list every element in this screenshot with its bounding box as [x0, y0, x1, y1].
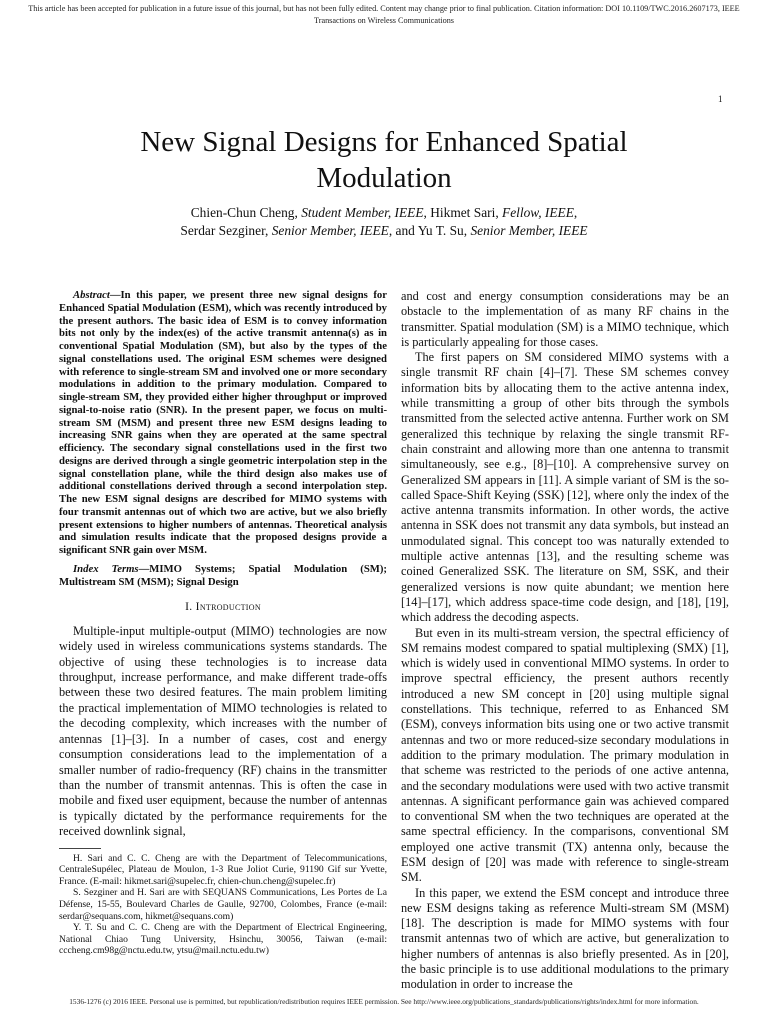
- notice-line-1: This article has been accepted for publication in a future issue of this journal, but has not been fully edited. Content may change prior to final publication. Citation information: DOI 10.1109/TWC.2016.2607173, IEEE: [28, 4, 740, 13]
- right-column: [401, 289, 729, 993]
- author-separator: ,: [423, 205, 431, 220]
- index-terms-text: —MIMO Systems; Spatial Modulation (SM); Multistream SM (MSM); Signal Design: [59, 562, 387, 588]
- footnote-divider: [59, 848, 101, 849]
- section-heading: [59, 600, 387, 615]
- author-role: Fellow, IEEE: [502, 205, 574, 220]
- paper-title: [84, 124, 684, 196]
- author-line-1: [84, 204, 684, 222]
- page-number: 1: [718, 94, 723, 104]
- footnote-affiliation: Y. T. Su and C. C. Cheng are with the Department of Electrical Engineering, National Chiao Tung University, Hsinchu, 30056, Taiwan (e-mail: cccheng.cm98g@nctu.edu.tw, ytsu@mail.nctu.edu.tw): [59, 922, 387, 957]
- section-title: Introduction: [195, 600, 261, 614]
- footnote-affiliation: S. Sezginer and H. Sari are with SEQUANS Communications, Les Portes de La Défense, 15-55, Boulevard Charles de Gaulle, 92700, Colombes, France (e-mail: serdar@sequans.com, hikmet@sequans.com): [59, 887, 387, 922]
- author-name: Chien-Chun Cheng,: [190, 205, 302, 220]
- author-line-2: [84, 222, 684, 240]
- index-terms: [59, 563, 387, 589]
- author-role: Senior Member, IEEE: [470, 223, 588, 238]
- intro-paragraph: Multiple-input multiple-output (MIMO) technologies are now widely used in wireless communications systems standards. The objective of using these technologies is to increase data throughput, increase performance, and make different trade-offs between these two desired features. The main problem limiting the practical implementation of MIMO technologies is related to the decoding complexity, which increases with the number of antennas [1]–[3]. In a number of cases, cost and energy consumption considerations lead to the implementation of a smaller number of radio-frequency (RF) chains in the transmitter than the number of transmit antennas. This is often the case in mobile and fixed user equipment, because the number of antennas is typically dictated by the performance requirements for the received downlink signal,: [59, 623, 387, 839]
- author-list: [84, 204, 684, 240]
- author-role: Senior Member, IEEE: [271, 223, 389, 238]
- title-line-2: Modulation: [316, 162, 452, 194]
- notice-line-2: Transactions on Wireless Communications: [314, 16, 454, 25]
- section-number: I.: [185, 600, 196, 614]
- body-paragraph: In this paper, we extend the ESM concept and introduce three new ESM designs taking as reference Multi-stream SM (MSM) [18]. The description is made for MIMO systems with four transmit antennas two of which are active, but generalization to higher numbers of antennas is also briefly presented. As in [20], the basic principle is to use additional modulations to the primary modulation in order to increase the: [401, 885, 729, 992]
- author-role: Student Member, IEEE: [301, 205, 424, 220]
- author-name: Yu T. Su,: [417, 223, 471, 238]
- title-line-1: New Signal Designs for Enhanced Spatial: [140, 126, 628, 158]
- abstract-text: —In this paper, we present three new signal designs for Enhanced Spatial Modulation (ESM), which was recently introduced by the present authors. The basic idea of ESM is to convey information bits not only by the index(es) of the active transmit antenna(s) as in conventional Spatial Modulation (SM), but also by the types of the signal constellations used. The original ESM schemes were designed with reference to single-stream SM and involved one or more secondary modulations in addition to the primary modulation. Compared to single-stream SM, they provided either higher throughput or improved signal-to-noise ratio (SNR). In the present paper, we focus on multi-stream SM (MSM) and present three new ESM designs leading to increasing SNR gains when they are operated at the same spectral efficiency. The secondary signal constellations used in the first two designs are derived through a single geometric interpolation step in the signal constellation plane, while the third design also makes use of additional constellations derived through a second interpolation step. The new ESM signal designs are described for MIMO systems with four transmit antennas out of which two are active, but we also briefly present extensions to higher numbers of antennas. Theoretical analysis and simulation results indicate that the proposed designs provide a significant SNR gain over MSM.: [59, 289, 387, 556]
- left-column: [59, 289, 387, 957]
- index-terms-label: Index Terms: [73, 562, 139, 575]
- author-separator: , and: [388, 223, 418, 238]
- body-paragraph: and cost and energy consumption considerations may be an obstacle to the implementation of as many RF chains in the transmitter. Spatial modulation (SM) is a MIMO technique, which is particularly appealing for those cases.: [401, 289, 729, 349]
- author-name: Hikmet Sari,: [430, 205, 503, 220]
- author-separator: ,: [573, 205, 578, 220]
- abstract: [59, 289, 387, 557]
- body-paragraph: But even in its multi-stream version, the spectral efficiency of SM remains modest compared to spatial multiplexing (SMX) [1], which is widely used in conventional MIMO systems. In order to improve spectral efficiency, the present authors recently introduced a new SM concept in [20] using multiple signal constellations. This technique, referred to as Enhanced SM (ESM), conveys information bits using one or two active transmit antennas and two or more reduced-size secondary modulations in addition to the primary modulation. The primary modulation in that scheme was restricted to the periods of one active antenna, and the secondary modulations were used with two active transmit antennas. A significant performance gain was achieved compared to conventional SM when the two techniques are operated at the same spectral efficiency. In the comparisons, conventional SM employed one active transmit (TX) antenna only, because the ESM design of [20] was made with reference to single-stream SM.: [401, 625, 729, 885]
- copyright-footer: 1536-1276 (c) 2016 IEEE. Personal use is permitted, but republication/redistribution requires IEEE permission. See http://www.ieee.org/publications_standards/publications/rights/index.html for more information.: [69, 997, 699, 1006]
- author-name: Serdar Sezginer,: [180, 223, 272, 238]
- abstract-label: Abstract: [73, 289, 110, 301]
- body-paragraph: The first papers on SM considered MIMO systems with a single transmit RF chain [4]–[7]. These SM schemes convey information bits by allocating them to the active antenna index, while transmitting a group of other bits through the symbols transmitted from the selected active antenna. Further work on SM generalized this technique by relaxing the single transmit RF-chain constraint and allowing more than one antenna to transmit simultaneously, see e.g., [8]–[10]. A comprehensive survey on Generalized SM appears in [11]. A simple variant of SM is the so-called Space-Shift Keying (SSK) [12], where only the index of the active antenna transmits information. In other words, the active antenna in SSK does not transmit any data symbols, but instead an unmodulated signal. This concept too was naturally extended to multiple active antennas [13], and the resulting scheme was coined Generalized SSK. The literature on SM, SSK, and their generalized versions is now quite abundant; we mention here [14]–[17], which address space-time code design, and [18], [19], which address the decoding aspects.: [401, 350, 729, 625]
- journal-notice: [0, 3, 768, 27]
- footnote-affiliation: H. Sari and C. C. Cheng are with the Department of Telecommunications, CentraleSupélec, Plateau de Moulon, 1-3 Rue Joliot Curie, 91190 Gif sur Yvette, France. (E-mail: hikmet.sari@supelec.fr, chien-chun.cheng@supelec.fr): [59, 852, 387, 887]
